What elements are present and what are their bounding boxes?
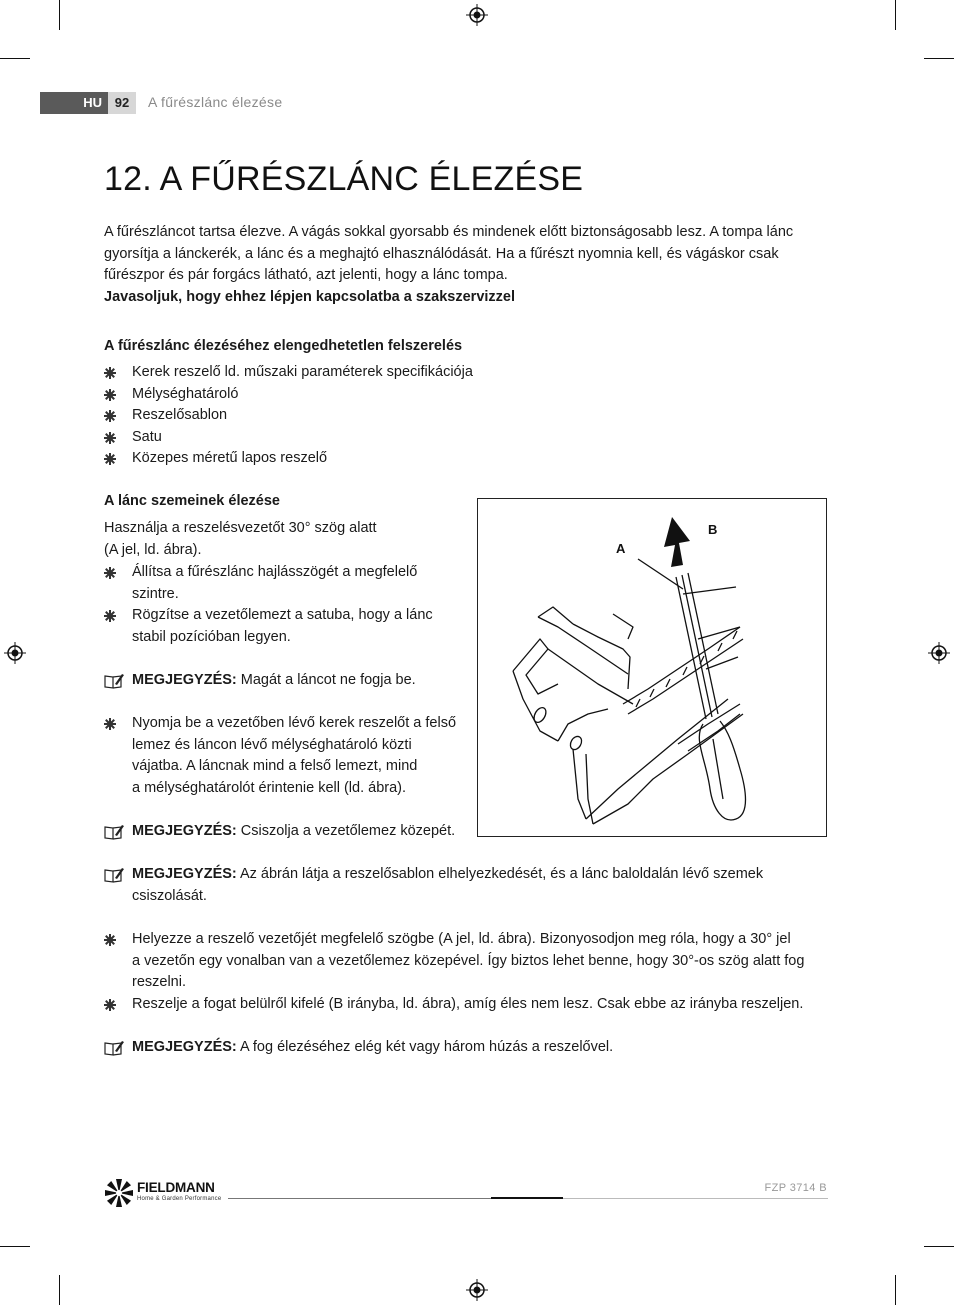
list-item-label: Nyomja be a vezetőben lévő kerek reszelőt a felső xyxy=(132,715,457,731)
model-code: FZP 3714 B xyxy=(764,1182,827,1194)
list-item-label: Satu xyxy=(132,428,162,445)
figure-label-a: A xyxy=(616,541,626,556)
crop-mark xyxy=(895,0,896,30)
list-item-label: vájatba. A láncnak mind a felső lemezt, mind xyxy=(132,758,418,775)
paragraph-line: (A jel, ld. ábra). xyxy=(104,542,202,558)
list-item-label: Közepes méretű lapos reszelő xyxy=(132,450,328,467)
registration-mark-icon xyxy=(466,1279,488,1301)
list-item-label: lemez és láncon lévő mélységhatároló közti xyxy=(132,736,412,753)
footer-rule xyxy=(563,1198,828,1199)
note-book-icon xyxy=(104,673,124,689)
paragraph-line: Használja a reszelésvezetőt 30° szög alatt xyxy=(104,520,377,536)
list-item-label: a mélységhatárolót érintenie kell (ld. ábra). xyxy=(132,779,407,796)
brand-tagline: Home & Garden Performance xyxy=(137,1196,222,1202)
direction-arrow-icon xyxy=(664,517,690,567)
intro-line: fűrészpor és pár forgács látható, azt jelenti, hogy a lánc tompa. xyxy=(104,267,508,284)
crop-mark xyxy=(0,58,30,59)
list-item-label: Reszelősablon xyxy=(132,407,228,424)
crop-mark xyxy=(59,0,60,30)
page-number: 92 xyxy=(108,92,136,114)
bullet-icon xyxy=(104,610,116,622)
crop-mark xyxy=(59,1275,60,1305)
bullet-icon xyxy=(104,432,116,444)
section-heading: A fűrészlánc élezéséhez elengedhetetlen felszerelés xyxy=(104,338,463,354)
bullet-icon xyxy=(104,718,116,730)
intro-line: gyorsítja a lánckerék, a lánc és a meghajtó elhasználódását. Ha a fűrészt nyomnia kell, és vágáskor csak xyxy=(104,245,779,262)
list-item-label: Kerek reszelő ld. műszaki paraméterek specifikációja xyxy=(132,364,473,380)
note-label: MEGJEGYZÉS: xyxy=(132,672,237,688)
section-heading: A lánc szemeinek élezése xyxy=(104,493,280,509)
bullet-icon xyxy=(104,453,116,465)
list-item-label: Mélységhatároló xyxy=(132,385,239,402)
note-book-icon xyxy=(104,824,124,840)
fieldmann-logo-icon xyxy=(103,1178,135,1208)
note-book-icon xyxy=(104,1040,124,1056)
note-label: MEGJEGYZÉS: xyxy=(132,866,237,882)
registration-mark-icon xyxy=(928,642,950,664)
page-title: 12. A FŰRÉSZLÁNC ÉLEZÉSE xyxy=(104,160,584,198)
chain-sharpening-illustration xyxy=(478,499,826,836)
note-text: csiszolását. xyxy=(132,887,207,904)
bullet-icon xyxy=(104,567,116,579)
footer-rule xyxy=(228,1198,491,1199)
intro-bold: Javasoljuk, hogy ehhez lépjen kapcsolatba a szakszervizzel xyxy=(104,288,516,305)
note-label: MEGJEGYZÉS: xyxy=(132,823,237,839)
note-text: Csiszolja a vezetőlemez közepét. xyxy=(236,823,456,839)
list-item-label: a vezetőn egy vonalban van a vezetőlemez közepével. Így biztos lehet benne, hogy 30°-os szög alatt fog xyxy=(132,952,805,969)
note-book-icon xyxy=(104,867,124,883)
list-item-label: reszelni. xyxy=(132,974,186,991)
crop-mark xyxy=(924,1246,954,1247)
list-item-label: Rögzítse a vezetőlemezt a satuba, hogy a lánc xyxy=(132,607,433,623)
bullet-icon xyxy=(104,999,116,1011)
note-text: Magát a láncot ne fogja be. xyxy=(236,672,416,688)
running-header: A fűrészlánc élezése xyxy=(148,94,283,110)
list-item-label: Reszelje a fogat belülről kifelé (B irányba, ld. ábra), amíg éles nem lesz. Csak ebbe az irányba reszeljen. xyxy=(132,996,804,1012)
intro-line: A fűrészláncot tartsa élezve. A vágás sokkal gyorsabb és mindenek előtt biztonságosabb lesz. A tompa lánc xyxy=(104,224,794,240)
bullet-icon xyxy=(104,367,116,379)
list-item-label: stabil pozícióban legyen. xyxy=(132,628,291,645)
registration-mark-icon xyxy=(466,4,488,26)
footer-rule xyxy=(491,1197,563,1199)
sharpening-figure xyxy=(477,498,827,837)
note-text: Az ábrán látja a reszelősablon elhelyezkedését, és a lánc baloldalán lévő szemek xyxy=(236,866,764,882)
bullet-icon xyxy=(104,389,116,401)
brand-name: FIELDMANN xyxy=(137,1180,215,1195)
language-badge: HU xyxy=(40,92,108,114)
list-item-label: szintre. xyxy=(132,585,179,602)
list-item-label: Állítsa a fűrészlánc hajlásszögét a megfelelő xyxy=(132,564,418,580)
bullet-icon xyxy=(104,934,116,946)
registration-mark-icon xyxy=(4,642,26,664)
note-label: MEGJEGYZÉS: xyxy=(132,1039,237,1055)
bullet-icon xyxy=(104,410,116,422)
list-item-label: Helyezze a reszelő vezetőjét megfelelő szögbe (A jel, ld. ábra). Bizonyosodjon meg róla, hogy a 30° jel xyxy=(132,931,791,947)
figure-label-b: B xyxy=(708,522,718,537)
crop-mark xyxy=(924,58,954,59)
crop-mark xyxy=(895,1275,896,1305)
note-text: A fog élezéséhez elég két vagy három húzás a reszelővel. xyxy=(236,1039,614,1055)
crop-mark xyxy=(0,1246,30,1247)
